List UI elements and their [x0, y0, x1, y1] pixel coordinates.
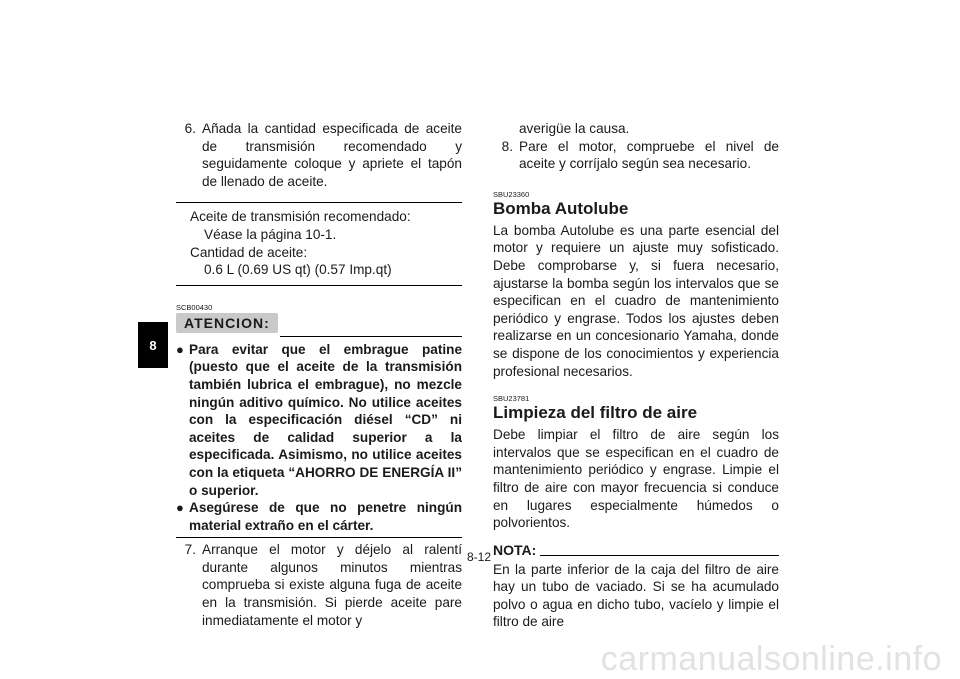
step-6-text: Añada la cantidad especificada de aceite de transmisión recomendado y seguidamente coloque y apriete el tapón de llenado de aceite.: [202, 121, 462, 189]
chapter-tab: [138, 322, 168, 368]
step-8-text: Pare el motor, compruebe el nivel de aceite y corríjalo según sea necesario.: [519, 138, 779, 172]
spec-box: [176, 202, 462, 285]
step-8: [493, 138, 779, 173]
section-body-air-filter: Debe limpiar el filtro de aire según los intervalos que se especifican en el cuadro de mantenimiento periódico y engrase. Limpie el filtro de aire con mayor frecuencia si conduce en lugares especialmente húmedos o polvorientos.: [493, 427, 779, 531]
section-code: SBU23360: [493, 189, 530, 199]
warning-code: SCB00430: [176, 302, 213, 312]
watermark: carmanualsonline.info: [600, 640, 942, 678]
warning-bullet: [176, 341, 462, 499]
nota-body: En la parte inferior de la caja del filtro de aire hay un tubo de vaciado. Si se ha acumulado polvo o agua en dicho tubo, vacíelo y limpie el filtro de aire: [493, 561, 779, 630]
spec-oil-type-value: Véase la página 10-1.: [204, 226, 337, 242]
bullet-icon: ●: [176, 500, 184, 516]
right-column: [493, 120, 779, 631]
page-number: 8-12: [466, 550, 492, 564]
step-8-number: 8.: [501, 138, 513, 154]
spec-oil-type-label: Aceite de transmisión recomendado:: [190, 209, 411, 225]
warning-label: ATENCION:: [176, 313, 278, 333]
nota-rule: [540, 555, 779, 556]
nota-label: NOTA:: [493, 541, 537, 558]
step-7: [176, 541, 462, 629]
section-code: SBU23781: [493, 394, 530, 404]
warning-body: [176, 341, 462, 535]
section-heading-autolube: Bomba Autolube: [493, 198, 629, 218]
section-body-autolube: La bomba Autolube es una parte esencial del motor y requiere un ajuste muy sofisticado. Debe comprobarse y, si fuera necesario, ajustarse la bomba según los intervalos que se especifican en el cuadro de mantenimiento periódico y engrase. Todos los ajustes deben realizarse en un concesionario Yamaha, donde se dispone de los conocimientos y experiencia profesional necesarios.: [493, 222, 779, 379]
warning-header: [176, 313, 462, 333]
step-7-continued: [493, 120, 779, 138]
warning-bullet: [176, 499, 462, 534]
bullet-icon: ●: [176, 341, 184, 357]
chapter-tab-label: 8: [149, 337, 157, 353]
left-column: [176, 120, 462, 629]
warning-rule: [280, 336, 462, 337]
warning-bullet-text: Para evitar que el embrague patine (puesto que el aceite de la transmisión también lubrica el embrague), no mezcle ningún aditivo químico. No utilice aceites con la especificación diésel “CD” ni aceites de calidad superior a la especificada. Asimismo, no utilice aceites con la etiqueta “AHORRO DE ENERGÍA II” o superior.: [189, 341, 462, 498]
step-6: [176, 120, 462, 190]
nota-header: [493, 542, 779, 559]
step-7-text: Arranque el motor y déjelo al ralentí durante algunos minutos mientras comprueba si existe alguna fuga de aceite en la transmisión. Si pierde aceite pare inmediatamente el motor y: [202, 542, 462, 628]
warning-bullet-text: Asegúrese de que no penetre ningún material extraño en el cárter.: [189, 500, 462, 533]
step-6-number: 6.: [184, 121, 196, 136]
spec-oil-quantity-label: Cantidad de aceite:: [190, 244, 308, 260]
step-7-continued-text: averigüe la causa.: [519, 121, 630, 136]
warning-end-rule: [176, 537, 462, 538]
step-7-number: 7.: [184, 542, 196, 558]
section-heading-air-filter: Limpieza del filtro de aire: [493, 403, 698, 423]
spec-oil-quantity-value: 0.6 L (0.69 US qt) (0.57 Imp.qt): [204, 262, 392, 278]
